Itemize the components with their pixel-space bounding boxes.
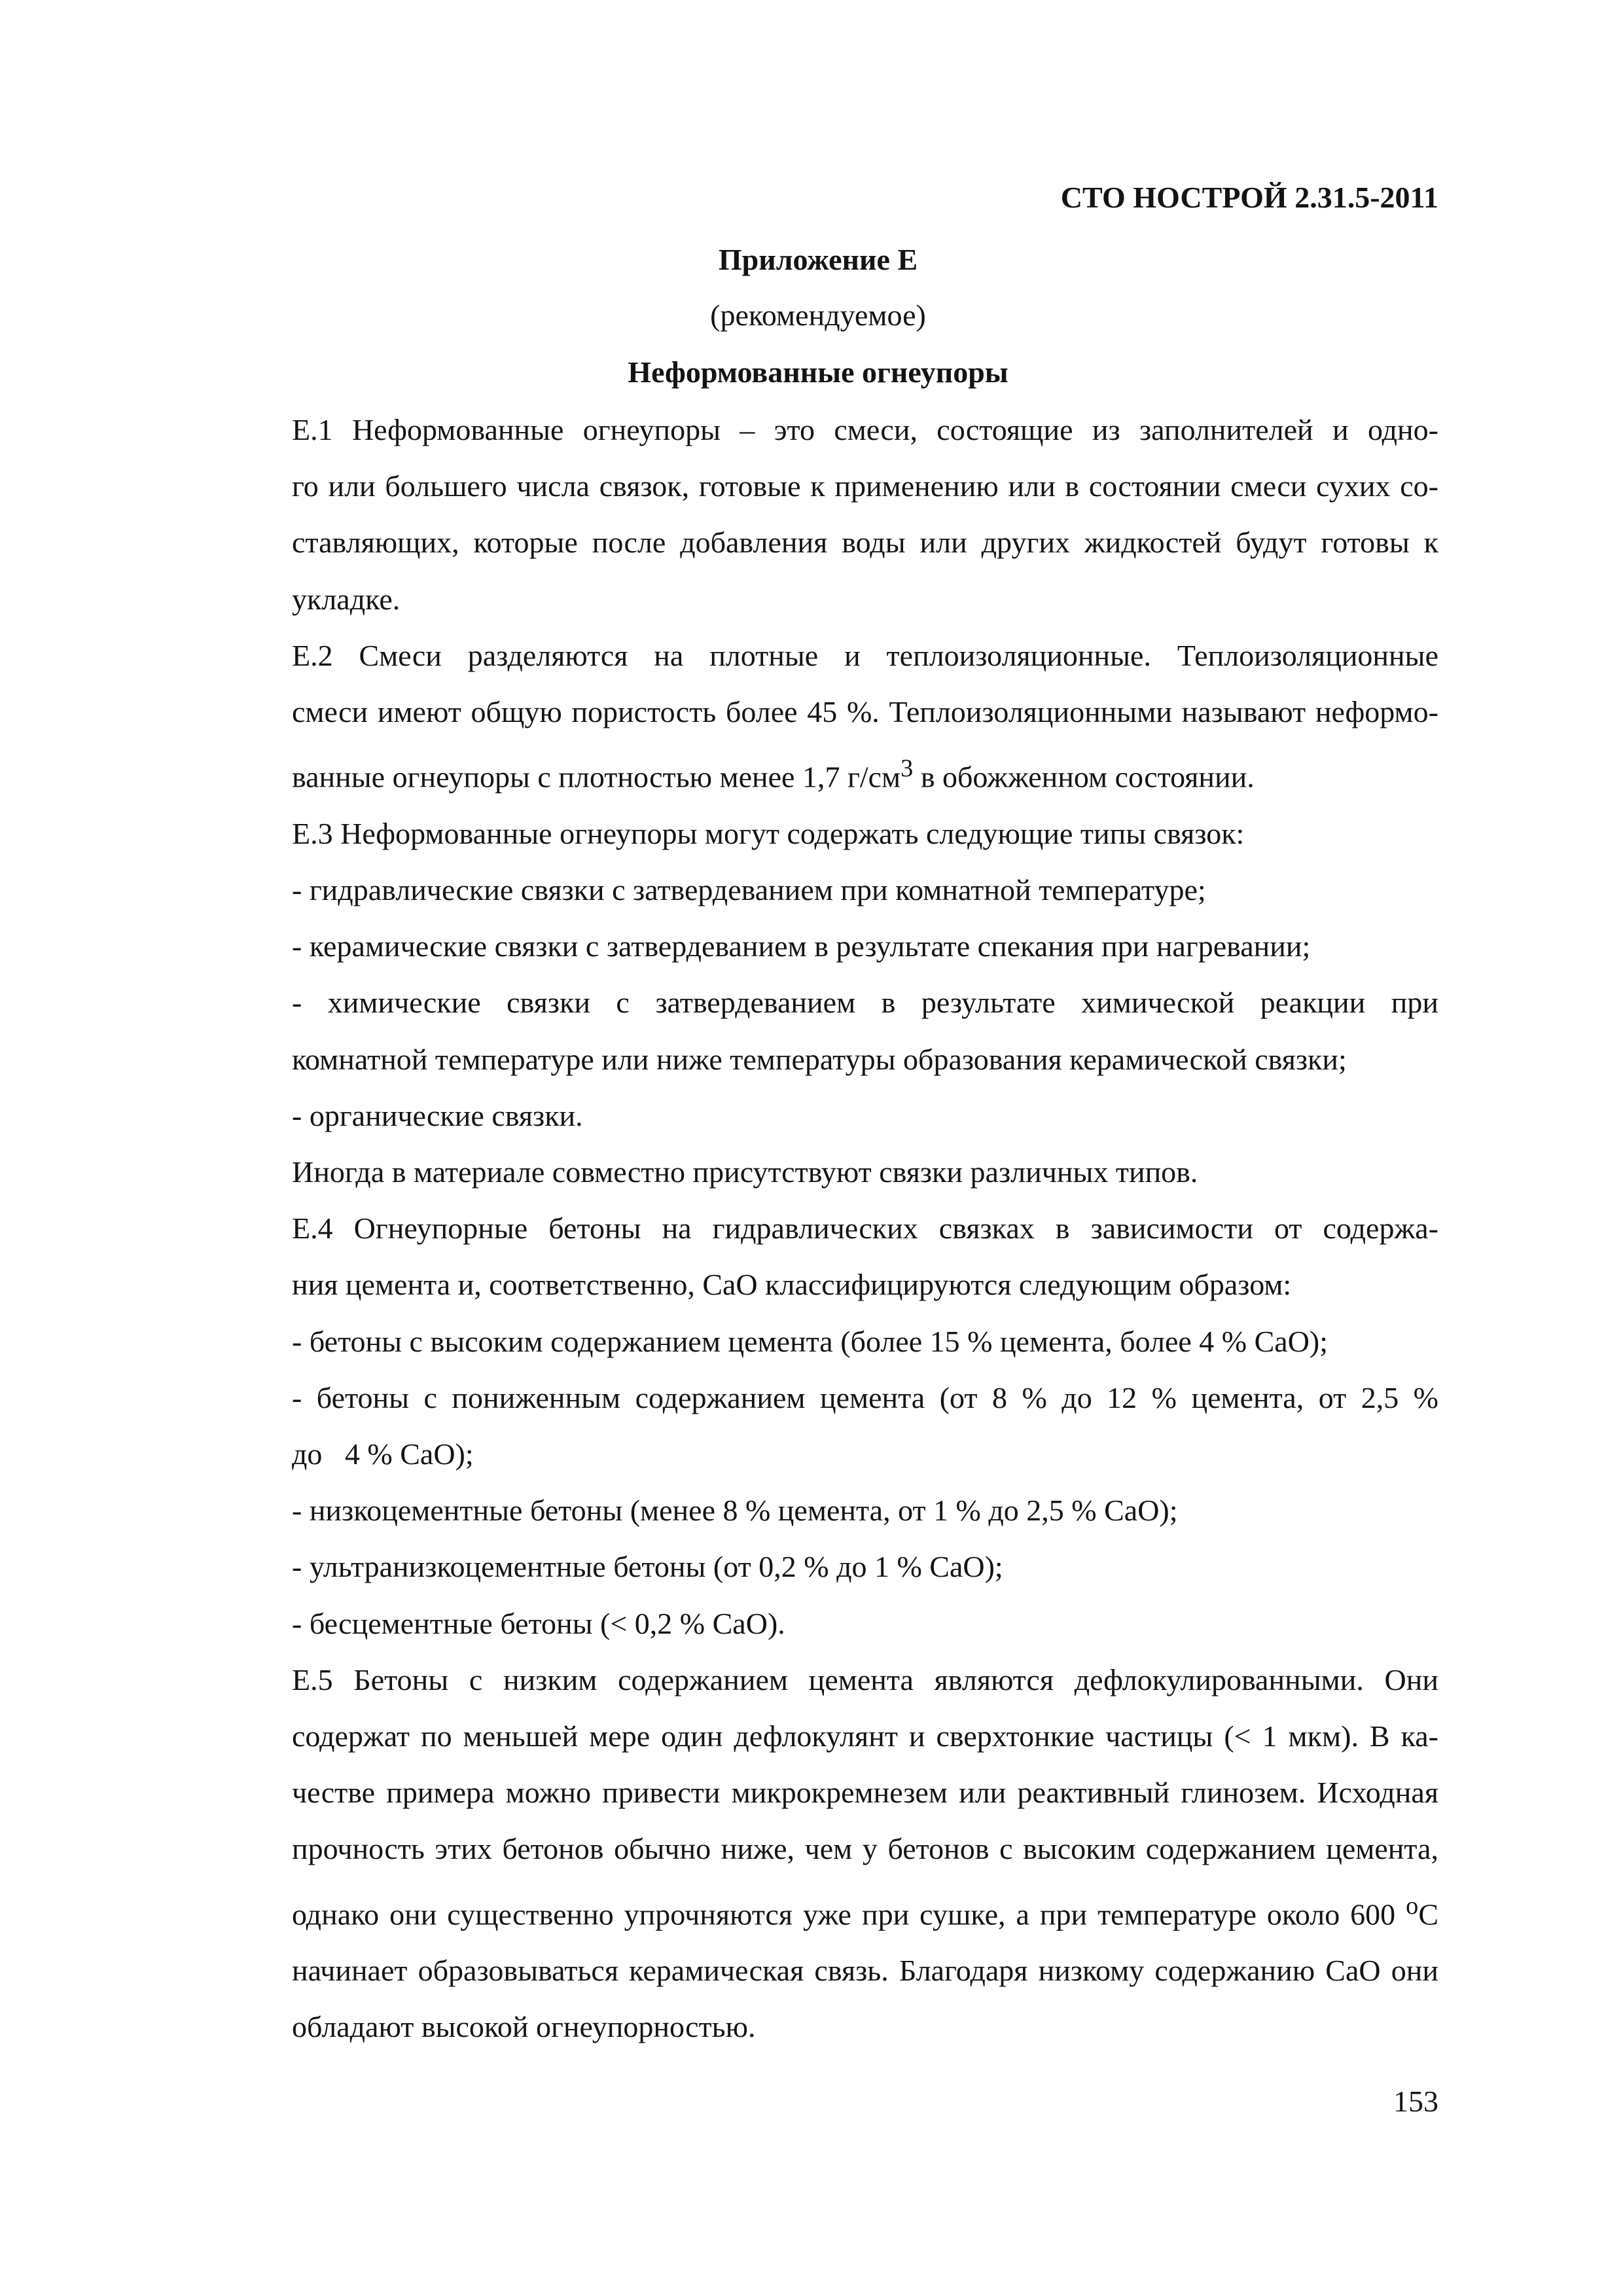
document-code: СТО НОСТРОЙ 2.31.5-2011 xyxy=(1060,181,1438,214)
section-title: Неформованные огнеупоры xyxy=(628,355,1008,389)
text-line: - ультранизкоцементные бетоны (от 0,2 % до 1 % CaO); xyxy=(292,1550,1003,1584)
text-line: обладают высокой огнеупорностью. xyxy=(292,2010,756,2044)
appendix-note: (рекомендуемое) xyxy=(710,298,926,332)
paragraph-e4 xyxy=(194,1200,1438,1313)
text-line: прочность этих бетонов обычно ниже, чем у бетонов с высоким содержанием цемента, xyxy=(292,1832,1438,1866)
list-item xyxy=(194,1088,1438,1144)
paragraph-e3 xyxy=(194,806,1438,862)
text-fragment: однако они существенно упрочняются уже при сушке, а при температуре около 600 xyxy=(292,1897,1406,1931)
text-line: Е.1 Неформованные огнеупоры – это смеси, состоящие из заполнителей и одно- xyxy=(292,413,1438,446)
text-fragment: С xyxy=(1418,1897,1438,1931)
text-line: - бетоны с высоким содержанием цемента (более 15 % цемента, более 4 % CaO); xyxy=(292,1324,1329,1358)
paragraph-e5 xyxy=(194,1652,1438,2056)
text-line: - органические связки. xyxy=(292,1098,583,1132)
text-line: Е.2 Смеси разделяются на плотные и теплоизоляционные. Теплоизоляционные xyxy=(292,638,1438,672)
text-line: Е.5 Бетоны с низким содержанием цемента являются дефлокулированными. Они xyxy=(292,1662,1438,1696)
text-line: - гидравлические связки с затвердеванием при комнатной температуре; xyxy=(292,872,1206,906)
list-item xyxy=(194,1370,1438,1482)
text-line: ния цемента и, соответственно, CaO классифицируются следующим образом: xyxy=(292,1268,1292,1302)
paragraph xyxy=(194,1144,1438,1200)
text-line: го или большего числа связок, готовые к применению или в состоянии смеси сухих со- xyxy=(292,469,1438,503)
text-line: комнатной температуре или ниже температуры образования керамической связки; xyxy=(292,1042,1347,1076)
text-line: укладке. xyxy=(292,582,401,616)
list-item xyxy=(194,1314,1438,1370)
list-item xyxy=(194,918,1438,975)
text-line: ставляющих, которые после добавления воды или других жидкостей будут готовы к xyxy=(292,526,1438,560)
appendix-title: Приложение Е xyxy=(718,243,918,276)
superscript: o xyxy=(1406,1892,1419,1920)
paragraph-e2 xyxy=(194,628,1438,806)
text-fragment: в обожженном состоянии. xyxy=(913,760,1255,794)
text-line xyxy=(194,740,1438,806)
text-line: смеси имеют общую пористость более 45 %. Теплоизоляционными называют неформо- xyxy=(292,695,1438,729)
text-line: до 4 % CaO); xyxy=(292,1437,474,1471)
page-number: 153 xyxy=(1393,2085,1438,2118)
list-item xyxy=(194,975,1438,1087)
text-fragment: ванные огнеупоры с плотностью менее 1,7 г/см xyxy=(292,760,901,794)
list-item xyxy=(194,1596,1438,1652)
text-line: - бесцементные бетоны (< 0,2 % CaO). xyxy=(292,1606,785,1640)
list-item xyxy=(194,1539,1438,1595)
text-line: - бетоны с пониженным содержанием цемента (от 8 % до 12 % цемента, от 2,5 % xyxy=(292,1380,1438,1414)
text-line: честве примера можно привести микрокремнезем или реактивный глинозем. Исходная xyxy=(292,1776,1438,1810)
text-line: содержат по меньшей мере один дефлокулянт и сверхтонкие частицы (< 1 мкм). В ка- xyxy=(292,1719,1438,1753)
body-text xyxy=(194,402,1438,2056)
text-line: - низкоцементные бетоны (менее 8 % цемента, от 1 % до 2,5 % CaO); xyxy=(292,1494,1178,1528)
text-line: - керамические связки с затвердеванием в результате спекания при нагревании; xyxy=(292,929,1311,963)
text-line: - химические связки с затвердеванием в результате химической реакции при xyxy=(292,986,1438,1020)
text-line xyxy=(194,1878,1438,1943)
text-line: начинает образовываться керамическая связь. Благодаря низкому содержанию CaO они xyxy=(292,1954,1438,1988)
text-line: Е.3 Неформованные огнеупоры могут содержать следующие типы связок: xyxy=(292,816,1245,850)
text-line: Иногда в материале совместно присутствуют связки различных типов. xyxy=(292,1155,1198,1189)
paragraph-e1 xyxy=(194,402,1438,628)
superscript: 3 xyxy=(901,755,914,783)
list-item xyxy=(194,1482,1438,1539)
list-item xyxy=(194,862,1438,918)
text-line: Е.4 Огнеупорные бетоны на гидравлических связках в зависимости от содержа- xyxy=(292,1211,1438,1246)
